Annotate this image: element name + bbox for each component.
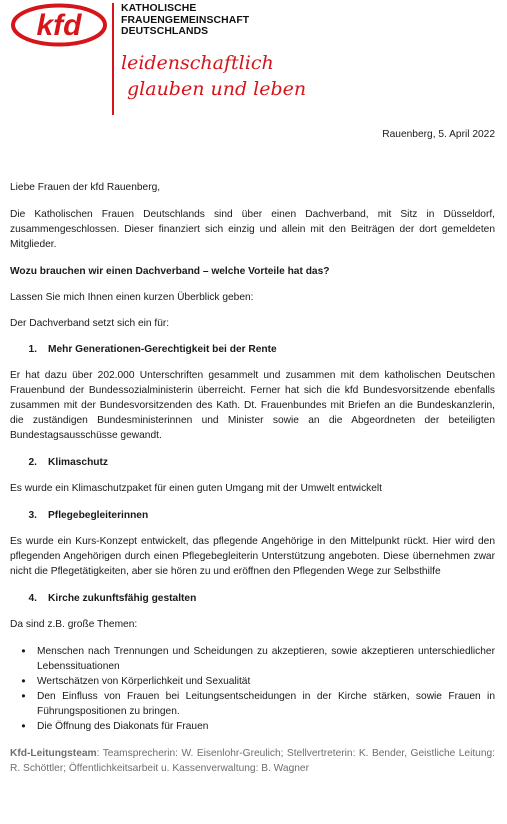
section-number: 3. — [28, 510, 37, 521]
footer-label: Kfd-Leitungsteam — [10, 748, 97, 759]
org-name-line: KATHOLISCHE — [121, 3, 197, 14]
section-title: Kirche zukunftsfähig gestalten — [48, 593, 197, 604]
letter-body — [10, 127, 495, 776]
section-body: Da sind z.B. große Themen: — [10, 619, 138, 630]
organization-name — [121, 3, 249, 38]
header-divider-line — [112, 3, 114, 115]
list-item-text: Menschen nach Trennungen und Scheidungen zu akzeptieren, sowie akzeptieren unterschiedlicher Lebenssituationen — [37, 646, 495, 672]
question-heading: Wozu brauchen wir einen Dachverband – welche Vorteile hat das? — [10, 266, 330, 277]
section-heading — [10, 591, 495, 606]
section-body: Er hat dazu über 202.000 Unterschriften gesammelt und zusammen mit dem katholischen Deutschen Frauenbund der Bundessozialministerin überreicht. Ferner hat sich die kfd Bundesvorsitzende ebenfalls zusammen mit der Bundesvorsitzenden des Kath. Dt. Frauenbundes mit Briefen an die Bundeskanzlerin, die zuständigen Bundesministerinnen und Minister sowie an die Abgeordneten der beteiligten Bundestagsausschüsse gewandt. — [10, 370, 495, 441]
list-item-text: Wertschätzen von Körperlichkeit und Sexualität — [37, 676, 251, 687]
section-body: Es wurde ein Kurs-Konzept entwickelt, das pflegende Angehörige in den Mittelpunkt rückt. Hier wird den pflegenden Angehörigen durch einen Pflegebegleiterin Unterstützung angeboten. Diese übernehmen zwar nicht die Pflegetätigkeiten, aber sie hören zu und eröffnen den Pflegenden Wege zur Selbsthilfe — [10, 536, 495, 577]
lead-text: Der Dachverband setzt sich ein für: — [10, 318, 170, 329]
footer-leadership — [10, 746, 495, 776]
section-body: Es wurde ein Klimaschutzpaket für einen guten Umgang mit der Umwelt entwickelt — [10, 483, 383, 494]
list-item-text: Die Öffnung des Diakonats für Frauen — [37, 721, 209, 732]
overview-text: Lassen Sie mich Ihnen einen kurzen Überblick geben: — [10, 292, 254, 303]
org-name-line: DEUTSCHLANDS — [121, 26, 209, 38]
bullet-icon: • — [21, 719, 26, 733]
section-number: 2. — [28, 457, 37, 468]
list-item — [10, 719, 495, 734]
letter-date: Rauenberg, 5. April 2022 — [382, 129, 495, 140]
section-heading — [10, 508, 495, 523]
themes-list — [10, 644, 495, 734]
list-item-text: Den Einfluss von Frauen bei Leitungsentscheidungen in der Kirche stärken, sowie Frauen in Führungspositionen zu bringen. — [37, 691, 495, 717]
letterhead — [0, 0, 507, 120]
kfd-logo — [10, 3, 108, 47]
intro-paragraph: Die Katholischen Frauen Deutschlands sind über einen Dachverband, mit Sitz in Düsseldorf, zusammengeschlossen. Dieser finanziert sich einzig und allein mit den Beiträgen der dort gemeldeten Mitglieder. — [10, 209, 495, 250]
org-name-line: FRAUENGEMEINSCHAFT — [121, 14, 250, 26]
bullet-icon: • — [21, 689, 26, 703]
slogan — [121, 50, 307, 102]
section-number: 1. — [28, 344, 37, 355]
svg-text:kfd: kfd — [36, 9, 82, 42]
bullet-icon: • — [21, 674, 26, 688]
footer-text: : Teamsprecherin: W. Eisenlohr-Greulich; Stellvertreterin: K. Bender, Geistliche Leitung: R. Schöttler; Öffentlichkeitsarbeit u. Kassenverwaltung: B. Wagner — [10, 748, 495, 774]
list-item — [10, 689, 495, 719]
slogan-line: leidenschaftlich — [121, 52, 274, 74]
section-heading — [10, 455, 495, 470]
salutation: Liebe Frauen der kfd Rauenberg, — [10, 182, 161, 193]
section-title: Pflegebegleiterinnen — [48, 510, 149, 521]
slogan-line: glauben und leben — [127, 78, 307, 100]
section-title: Mehr Generationen-Gerechtigkeit bei der Rente — [48, 344, 277, 355]
bullet-icon: • — [21, 644, 26, 658]
section-number: 4. — [28, 593, 37, 604]
section-heading — [10, 342, 495, 357]
list-item — [10, 674, 495, 689]
section-title: Klimaschutz — [48, 457, 109, 468]
list-item — [10, 644, 495, 674]
